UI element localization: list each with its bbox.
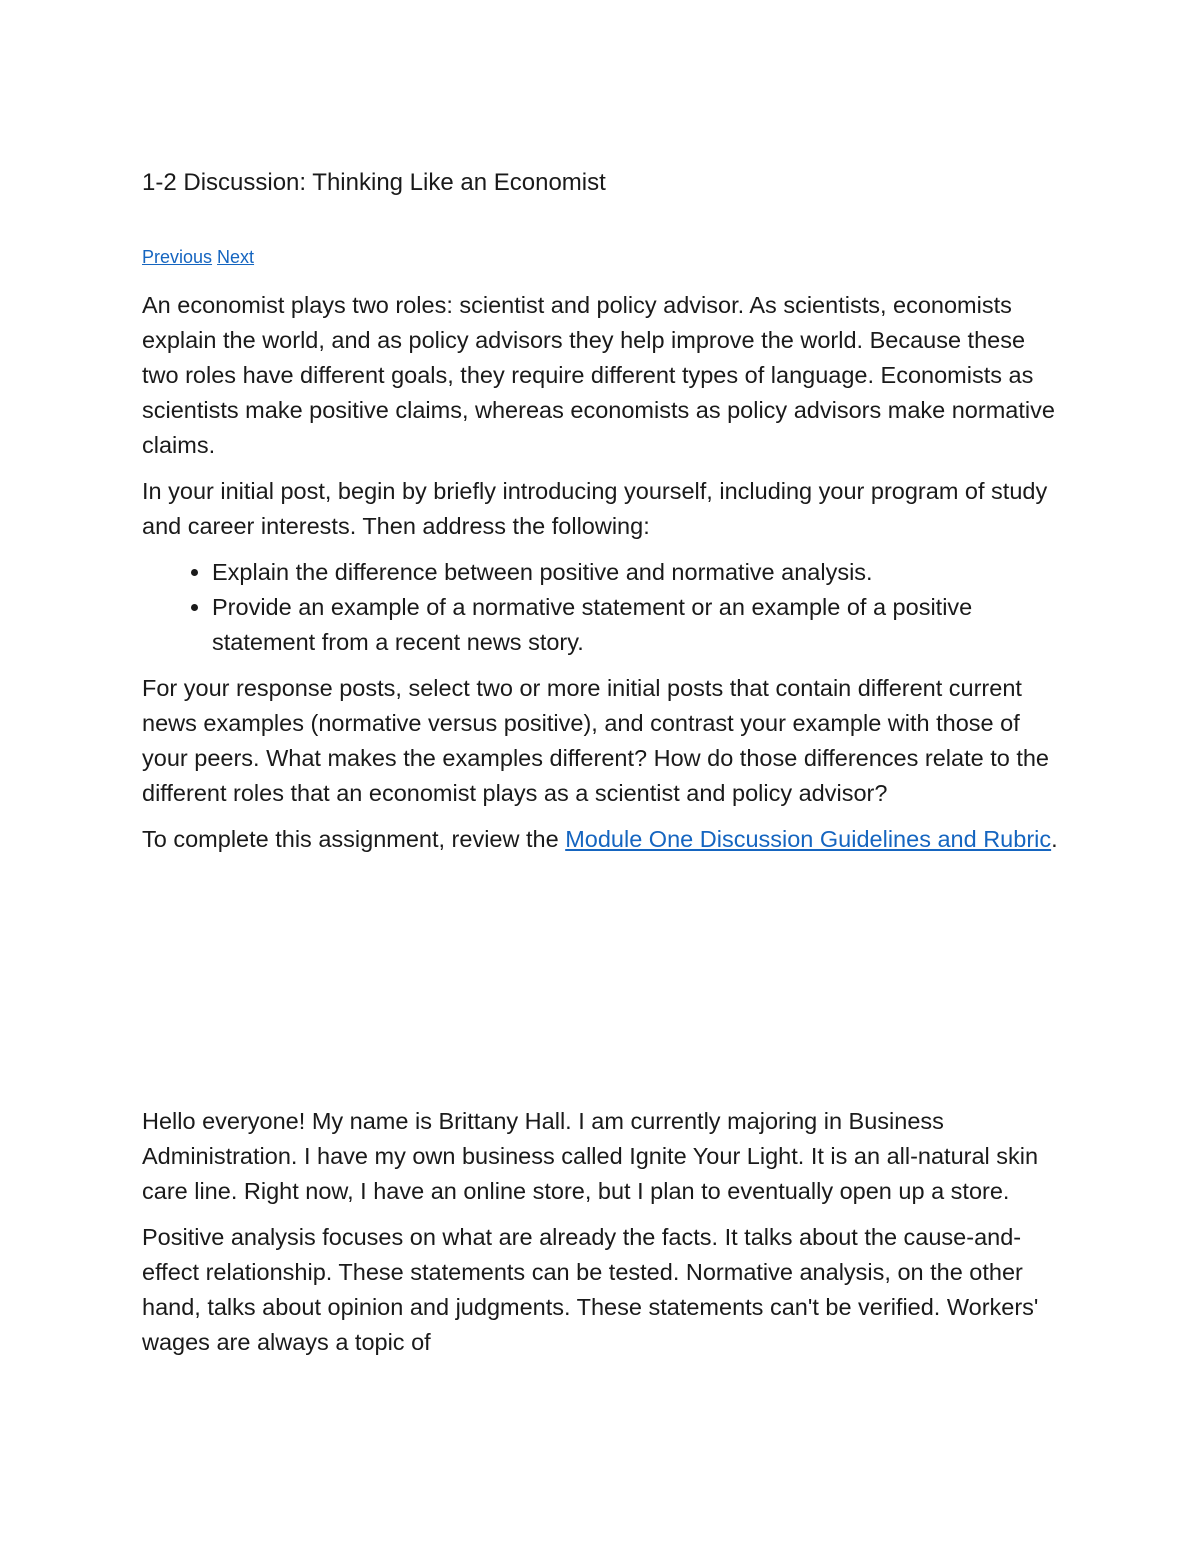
prompt-paragraph-1: An economist plays two roles: scientist and policy advisor. As scientists, economists explain the world, and as policy advisors they help improve the world. Because these two roles have different goals, they require different types of language. Economists as scientists make positive claims, whereas economists as policy advisors make normative claims.	[142, 292, 1055, 458]
prompt-bullet-1: • Explain the difference between positive and normative analysis.	[212, 555, 1058, 590]
prompt-paragraph-4	[142, 822, 1058, 857]
prompt-paragraph-4-prefix: To complete this assignment, review the	[142, 826, 566, 852]
prompt-bullet-2: • Provide an example of a normative statement or an example of a positive statement from a recent news story.	[212, 590, 1058, 660]
nav-links	[142, 244, 254, 270]
prompt-paragraph-3: For your response posts, select two or more initial posts that contain different current news examples (normative versus positive), and contrast your example with those of your peers. What makes the examples different? How do those differences relate to the different roles that an economist plays as a scientist and policy advisor?	[142, 675, 1049, 806]
page-title: 1-2 Discussion: Thinking Like an Economist	[142, 169, 606, 196]
next-link[interactable]: Next	[217, 247, 255, 267]
student-response	[142, 1104, 1062, 1371]
prompt-paragraph-2: In your initial post, begin by briefly introducing yourself, including your program of study and career interests. Then address the following:	[142, 478, 1048, 539]
response-paragraph-1: Hello everyone! My name is Brittany Hall. I am currently majoring in Business Administration. I have my own business called Ignite Your Light. It is an all-natural skin care line. Right now, I have an online store, but I plan to eventually open up a store.	[142, 1108, 1039, 1204]
previous-link[interactable]: Previous	[142, 247, 213, 267]
prompt-paragraph-4-suffix: .	[1051, 826, 1058, 852]
guidelines-rubric-link[interactable]: Module One Discussion Guidelines and Rubric	[565, 826, 1052, 852]
response-paragraph-2: Positive analysis focuses on what are already the facts. It talks about the cause-and-effect relationship. These statements can be tested. Normative analysis, on the other hand, talks about opinion and judgments. These statements can't be verified. Workers' wages are always a topic of	[142, 1224, 1039, 1355]
prompt-bullet-list	[142, 555, 1058, 660]
discussion-prompt	[142, 288, 1058, 868]
